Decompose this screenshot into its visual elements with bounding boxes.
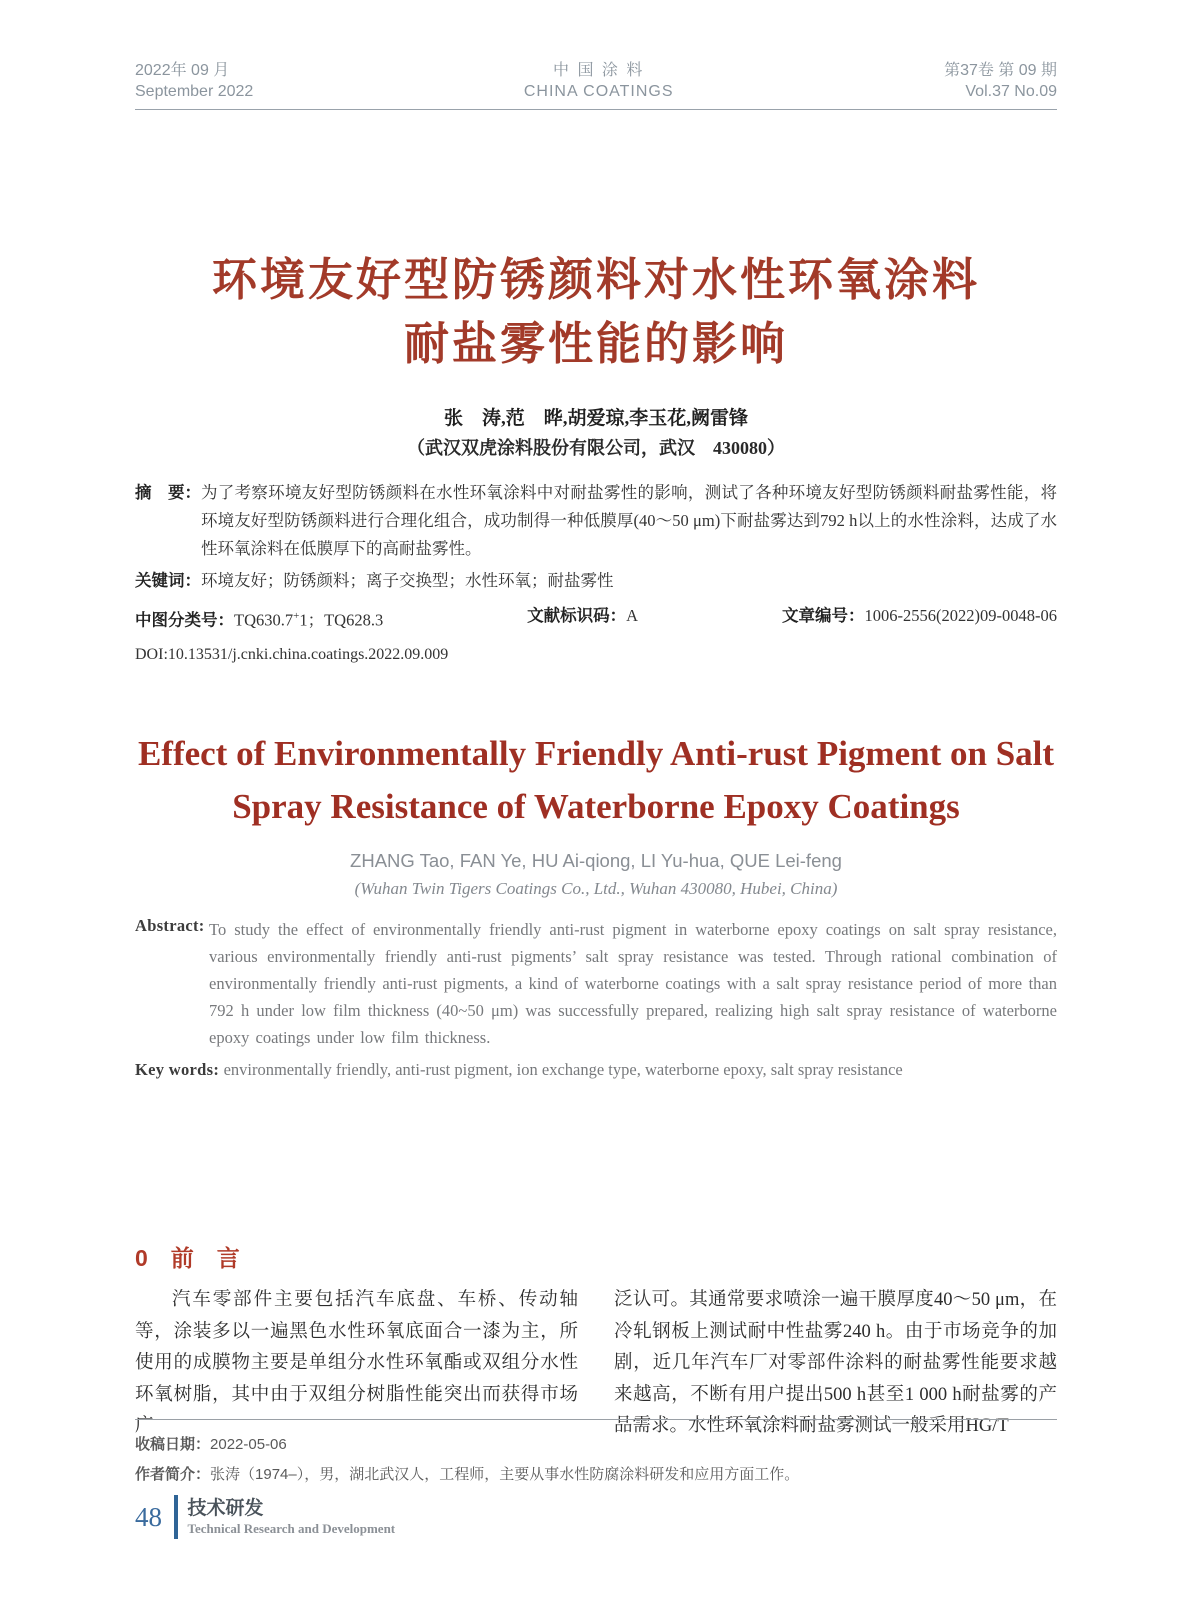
keywords-zh-text: 环境友好；防锈颜料；离子交换型；水性环氧；耐盐雾性 — [201, 571, 614, 590]
article-title-en — [135, 727, 1057, 833]
abstract-en-label — [135, 916, 209, 936]
body-paragraph-left: 汽车零部件主要包括汽车底盘、车桥、传动轴等，涂装多以一遍黑色水性环氧底面合一漆为主，所使用的成膜物主要是单组分水性环氧酯或双组分水性环氧树脂，其中由于双组分树脂性能突出而获得市场广 — [135, 1290, 578, 1436]
footer-column-zh: 技术研发 — [187, 1497, 264, 1519]
received-date-label: 收稿日期： — [135, 1436, 211, 1453]
title-zh-line1: 环境友好型防锈颜料对水性环氧涂料 — [211, 254, 980, 305]
keywords-en-text: environmentally friendly, anti-rust pigment, ion exchange type, waterborne epoxy, salt spray resistance — [223, 1060, 903, 1079]
title-zh-line2: 耐盐雾性能的影响 — [403, 318, 788, 369]
header-date-en: September 2022 — [135, 83, 254, 100]
english-block — [135, 727, 1057, 1083]
journal-header — [135, 60, 1057, 102]
classification-row — [135, 603, 1057, 634]
keywords-en — [135, 1056, 1057, 1083]
clc-superscript: + — [293, 610, 300, 622]
author-bio-line — [135, 1460, 1057, 1490]
keywords-en-label-text: Key words: — [135, 1060, 220, 1079]
footer-column-en: Technical Research and Development — [187, 1520, 396, 1536]
body-paragraph-right: 泛认可。其通常要求喷涂一遍干膜厚度40～50 μm，在冷轧钢板上测试耐中性盐雾240 h。由于市场竞争的加剧，近几年汽车厂对零部件涂料的耐盐雾性能要求越来越高，不断有用户提出500 h甚至1 000 h耐盐雾的产品需求。水性环氧涂料耐盐雾测试一般采用HG/T — [614, 1290, 1057, 1436]
volume-en: Vol.37 No.09 — [965, 83, 1057, 100]
header-volume-info — [944, 60, 1057, 102]
footnote-rule — [135, 1419, 1057, 1420]
header-date-zh: 2022年 09 月 — [135, 62, 230, 79]
abstract-zh — [135, 479, 1057, 563]
keywords-zh-label: 关键词： — [135, 572, 201, 590]
title-en-line1: Effect of Environmentally Friendly Anti-rust Pigment on Salt — [137, 734, 1055, 773]
authors-en: ZHANG Tao, FAN Ye, HU Ai-qiong, LI Yu-hua, QUE Lei-feng — [350, 850, 842, 871]
article-title-zh — [135, 248, 1057, 376]
journal-name-zh: 中 国 涂 料 — [553, 62, 645, 79]
document-code — [527, 603, 638, 634]
affiliation-en: (Wuhan Twin Tigers Coatings Co., Ltd., Wuhan 430080, Hubei, China) — [354, 879, 838, 898]
affiliation-zh: （武汉双虎涂料股份有限公司，武汉 430080） — [407, 438, 785, 458]
footnote-block — [135, 1430, 1057, 1490]
abstract-en-text: To study the effect of environmentally friendly anti-rust pigment in waterborne epoxy coatings on salt spray resistance, various environmentally friendly anti-rust pigments’ salt spray resistance was tested. Through rational combination of environmentally friendly anti-rust pigments, a kind of waterborne coatings with a salt spray resistance period of more than 792 h under low film thickness (40~50 μm) was successfully prepared, realizing high salt spray resistance of waterborne epoxy coatings under low film thickness. — [209, 920, 1057, 1047]
document-code-label: 文献标识码： — [527, 607, 627, 625]
received-date-line — [135, 1430, 1057, 1460]
page-number: 48 — [135, 1502, 162, 1532]
authors-zh: 张 涛,范 晔,胡爱琼,李玉花,阙雷锋 — [443, 408, 748, 429]
keywords-en-label — [135, 1060, 224, 1079]
page-footer — [135, 1495, 1057, 1539]
article-body — [135, 1243, 1057, 1443]
received-date-value: 2022-05-06 — [210, 1436, 287, 1453]
header-journal-name — [524, 60, 674, 102]
article-id-label: 文章编号： — [782, 607, 865, 625]
keywords-zh — [135, 567, 1057, 595]
title-en-line2: Spray Resistance of Waterborne Epoxy Coatings — [232, 787, 960, 826]
article-id-value: 1006-2556(2022)09-0048-06 — [864, 606, 1057, 625]
clc-label: 中图分类号： — [135, 611, 234, 630]
section-heading-preface: 0 前 言 — [135, 1245, 240, 1271]
clc-number — [135, 603, 383, 634]
footer-column-name — [188, 1498, 396, 1537]
volume-zh: 第37卷 第 09 期 — [944, 62, 1057, 79]
journal-name-en: CHINA COATINGS — [523, 83, 674, 100]
doi: DOI:10.13531/j.cnki.china.coatings.2022.09.009 — [135, 645, 449, 663]
author-bio-value: 张涛（1974–），男，湖北武汉人，工程师，主要从事水性防腐涂料研发和应用方面工作。 — [210, 1466, 800, 1483]
author-bio-label: 作者简介： — [135, 1466, 211, 1483]
article-id — [782, 603, 1057, 634]
clc-suffix: 1；TQ628.3 — [299, 610, 384, 630]
document-code-value: A — [626, 606, 639, 625]
meta-block-zh — [135, 479, 1057, 668]
abstract-zh-text: 为了考察环境友好型防锈颜料在水性环氧涂料中对耐盐雾性的影响，测试了各种环境友好型防锈颜料耐盐雾性能，将环境友好型防锈颜料进行合理化组合，成功制得一种低膜厚(40～50 μm)下耐盐雾达到792 h以上的水性涂料，达成了水性环氧涂料在低膜厚下的高耐盐雾性。 — [201, 483, 1057, 558]
abstract-zh-label: 摘 要： — [135, 484, 201, 502]
header-issue-date — [135, 60, 253, 102]
abstract-en — [135, 916, 1057, 1051]
abstract-en-label-text: Abstract: — [135, 916, 205, 935]
header-rule — [135, 109, 1057, 110]
footer-divider-bar — [174, 1495, 178, 1539]
clc-prefix: TQ630.7 — [234, 610, 294, 630]
